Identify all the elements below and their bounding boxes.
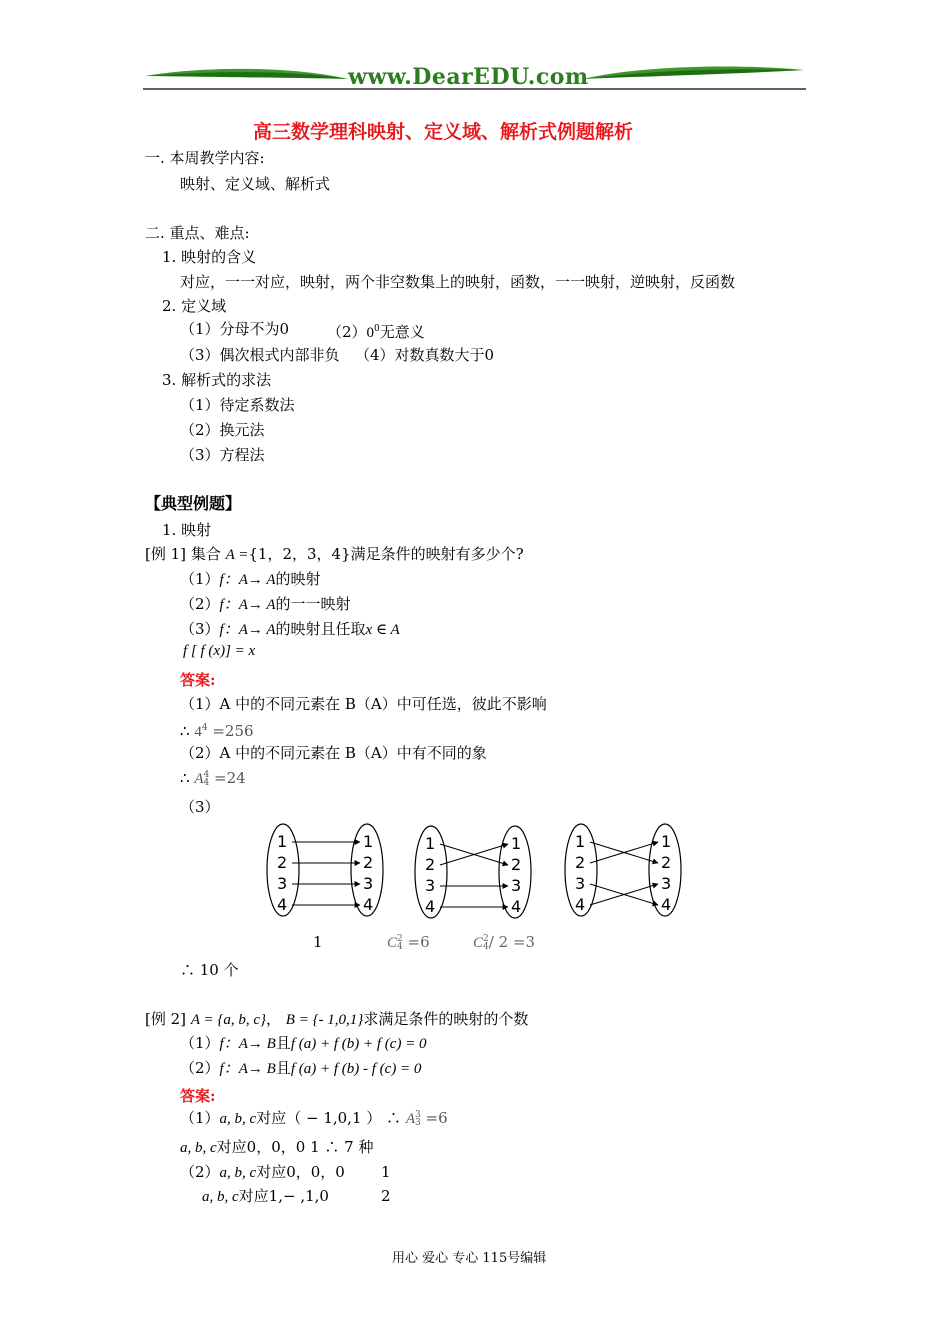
example-2-statement: [例 2] A = {a, b, c}， B = {- 1,0,1}求满足条件的映射的个数 — [145, 1010, 529, 1028]
domain-rule-2: $(2)0^0$无意义 — [327, 323, 425, 341]
example-2-answer-2: （2）a, b, c对应0，0，0 — [180, 1163, 345, 1181]
page-footer: 用心 爱心 专心 115号编辑 — [392, 1251, 547, 1266]
keypoint-2-heading: 2. 定义域 — [162, 297, 227, 315]
method-item: （1）待定系数法 — [180, 396, 295, 414]
examples-heading: 【典型例题】 — [145, 494, 242, 513]
diagram-number: 1 — [425, 834, 436, 853]
example-2-answer-2-count: 1 — [381, 1163, 391, 1181]
example-1-question-3-condition: f [ f (x)] = x — [183, 643, 256, 659]
example-1-question-1: （1）f：A→ A的映射 — [180, 570, 321, 588]
diagram-number: 1 — [575, 832, 586, 851]
diagram-number: 4 — [425, 897, 436, 916]
example-2-answer-label: 答案: — [180, 1087, 216, 1105]
diagram-number: 4 — [661, 895, 672, 914]
section-heading-teaching-content: 一. 本周教学内容: — [145, 149, 265, 167]
example-2-answer-1b: a, b, c对应0，0，0 1 ∴ 7 种 — [180, 1138, 374, 1156]
diagram-swap-one-pair — [415, 826, 531, 918]
domain-rule-3: （3）偶次根式内部非负 — [180, 346, 340, 364]
example-1-answer-label: 答案: — [180, 671, 216, 689]
diagram-number: 3 — [661, 874, 672, 893]
diagram-number: 3 — [277, 874, 288, 893]
diagram-caption-swap-two: C2 4/ 2 =3 — [473, 933, 535, 952]
example-2-answer-1: （1）a, b, c对应（ − 1,0,1 ） ∴ A3 3 =6 — [180, 1109, 448, 1128]
keypoint-1-heading: 1. 映射的含义 — [162, 248, 257, 266]
domain-rule-4: （4）对数真数大于0 — [355, 346, 495, 364]
example-1-answer-3-result: ∴ 10 个 — [180, 961, 239, 979]
example-1-statement: [例 1] 集合 A ={1，2，3，4}满足条件的映射有多少个? — [145, 545, 524, 563]
diagram-number: 4 — [511, 897, 522, 916]
diagram-identity — [267, 824, 383, 916]
example-2-question-1: （1）f：A→ B且f (a) + f (b) + f (c) = 0 — [180, 1034, 427, 1052]
diagram-number: 1 — [363, 832, 374, 851]
diagram-number: 2 — [363, 853, 374, 872]
domain-rule-1: （1）分母不为0 — [180, 320, 290, 338]
method-item: （3）方程法 — [180, 446, 265, 464]
diagram-caption-identity: 1 — [313, 933, 323, 951]
section-heading-key-points: 二. 重点、难点: — [145, 224, 250, 242]
method-item: （2）换元法 — [180, 421, 265, 439]
diagram-number: 1 — [277, 832, 288, 851]
mapping-diagrams — [260, 820, 700, 930]
diagram-number: 1 — [511, 834, 522, 853]
diagram-number: 3 — [425, 876, 436, 895]
header-logo — [143, 62, 806, 94]
example-2-answer-2b-count: 2 — [381, 1187, 391, 1205]
diagram-swap-two-pairs — [565, 824, 681, 916]
diagram-number: 4 — [575, 895, 586, 914]
example-1-question-2: （2）f：A→ A的一一映射 — [180, 595, 351, 613]
diagram-caption-swap-one: C2 4 =6 — [387, 933, 430, 952]
page-title: 高三数学理科映射、定义域、解析式例题解析 — [253, 121, 634, 143]
example-2-answer-2b: a, b, c对应1,− ,1,0 — [202, 1187, 329, 1205]
example-1-answer-2-result: ∴ A4 4 =24 — [180, 769, 246, 788]
diagram-number: 3 — [575, 874, 586, 893]
diagram-number: 4 — [363, 895, 374, 914]
diagram-number: 4 — [277, 895, 288, 914]
example-2-question-2: （2）f：A→ B且f (a) + f (b) - f (c) = 0 — [180, 1059, 422, 1077]
diagram-number: 2 — [511, 855, 522, 874]
example-1-answer-1-text: （1）A 中的不同元素在 B（A）中可任选，彼此不影响 — [180, 695, 547, 713]
diagram-number: 2 — [425, 855, 436, 874]
diagram-number: 1 — [661, 832, 672, 851]
diagram-number: 3 — [363, 874, 374, 893]
section-teaching-content-text: 映射、定义域、解析式 — [180, 175, 331, 193]
keypoint-3-heading: 3. 解析式的求法 — [162, 371, 272, 389]
diagram-number: 2 — [277, 853, 288, 872]
diagram-number: 3 — [511, 876, 522, 895]
diagram-number: 2 — [575, 853, 586, 872]
examples-subheading-mapping: 1. 映射 — [162, 521, 212, 539]
logo-text[interactable]: www.DearEDU.com — [348, 64, 589, 90]
example-1-answer-2-text: （2）A 中的不同元素在 B（A）中有不同的象 — [180, 744, 487, 762]
example-1-answer-3-label: （3） — [180, 798, 220, 816]
diagram-number: 2 — [661, 853, 672, 872]
example-1-answer-1-result: ∴ $4^4 =256$ — [180, 722, 254, 740]
example-1-question-3: （3）f：A→ A的映射且任取x ∈ A — [180, 620, 400, 638]
keypoint-1-text: 对应，一一对应，映射，两个非空数集上的映射，函数，一一映射，逆映射，反函数 — [180, 273, 736, 291]
